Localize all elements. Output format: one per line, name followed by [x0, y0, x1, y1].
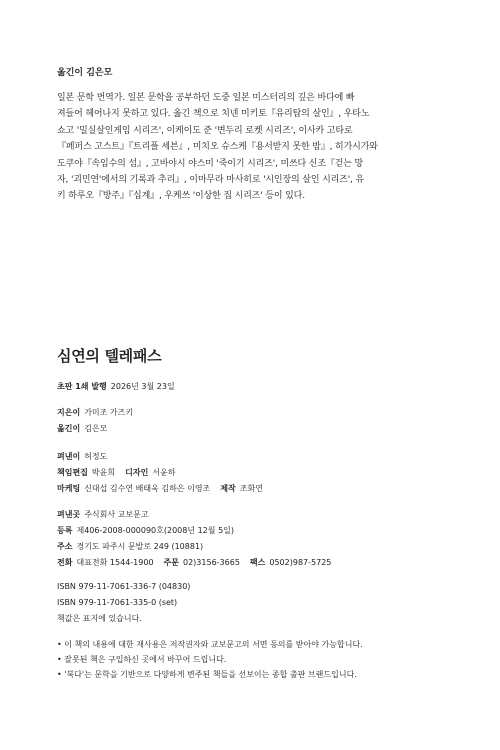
colophon	[57, 346, 457, 682]
author-label: 지은이	[57, 408, 81, 417]
translator-row	[57, 421, 457, 437]
note-item: • '북다'는 문학을 기반으로 다양하게 변주된 책들을 선보이는 종합 출판 브랜드입니다.	[57, 670, 357, 679]
isbn-set: ISBN 979-11-7061-335-0 (set)	[57, 598, 178, 607]
order-value: 02)3156-3665	[183, 558, 240, 567]
bio-line: 일본 문학 번역가. 일본 문학을 공부하던 도중 일본 미스터리의 깊은 바다에 빠	[57, 93, 355, 103]
bio-line: 져들어 헤어나지 못하고 있다. 옮긴 책으로 치넨 미키토『유리탑의 살인』, 우타노	[57, 109, 370, 120]
company-label: 펴낸곳	[57, 510, 81, 519]
bio-line: 쇼고 '밀실살인게임 시리즈', 이케이도 준 '변두리 로켓 시리즈', 이사카 고타로	[57, 125, 353, 136]
address-row	[57, 539, 457, 555]
book-title: 심연의 텔레패스	[57, 347, 162, 365]
author-name: 가미조 가즈키	[84, 408, 134, 417]
edition-info	[57, 379, 457, 395]
contact-row	[57, 555, 457, 571]
bio-line: 키 하루오『방주』『십계』, 우케쓰 '이상한 집 시리즈' 등이 있다.	[57, 191, 305, 202]
author-row	[57, 405, 457, 421]
company-name: 주식회사 교보문고	[84, 510, 149, 519]
isbn-block	[57, 579, 457, 627]
designer-name: 서윤하	[152, 468, 176, 477]
phone-label: 전화	[57, 558, 73, 567]
bio-line: 도쿠야『속임수의 섬』, 고바야시 야스미 '죽이기 시리즈', 미쓰다 신조『걷는 망	[57, 158, 364, 169]
staff-block	[57, 449, 457, 497]
publisher-person-name: 허정도	[84, 452, 108, 461]
translator-heading: 옮긴이 김은모	[57, 68, 113, 78]
edition-date: 2026년 3월 23일	[110, 382, 175, 391]
publisher-block	[57, 507, 457, 571]
registration-label: 등록	[57, 526, 73, 535]
translator-section	[57, 67, 452, 205]
marketing-row	[57, 481, 457, 497]
order-label: 주문	[163, 558, 179, 567]
editor-row	[57, 465, 457, 481]
marketing-names: 신대섭 김수연 배태욱 김하은 이영조	[84, 484, 211, 493]
note-item: • 잘못된 책은 구입하신 곳에서 바꾸어 드립니다.	[57, 655, 227, 664]
address-label: 주소	[57, 542, 73, 551]
bio-line: 자, '괴민연'에서의 기록과 추리』, 이마무라 마사히로 '시인장의 살인 시리즈', 유	[57, 175, 364, 186]
marketing-label: 마케팅	[57, 484, 81, 493]
editor-name: 박윤희	[91, 468, 116, 477]
editor-label: 책임편집	[57, 468, 88, 477]
publisher-person-label: 펴낸이	[57, 452, 81, 461]
company-row	[57, 507, 457, 523]
fax-label: 팩스	[249, 558, 266, 567]
translator-label: 옮긴이	[57, 424, 81, 433]
credits-block	[57, 405, 457, 437]
address-value: 경기도 파주시 문발로 249 (10881)	[76, 542, 204, 551]
production-label: 제작	[220, 484, 236, 493]
registration-value: 제406-2008-000090호(2008년 12월 5일)	[76, 526, 235, 535]
notes-block	[57, 637, 457, 682]
bio-line: 『페퍼스 고스트』『트리플 세븐』, 미치오 슈스케『용서받지 못한 밤』, 히가시가와	[57, 142, 378, 153]
edition-label: 초판 1쇄 발행	[57, 382, 107, 391]
designer-label: 디자인	[125, 468, 149, 477]
translator-bio	[57, 90, 452, 205]
production-name: 조화연	[239, 484, 263, 493]
phone-value: 대표전화 1544-1900	[76, 558, 154, 567]
publisher-person-row	[57, 449, 457, 465]
isbn-single: ISBN 979-11-7061-336-7 (04830)	[57, 582, 191, 591]
note-item: • 이 책의 내용에 대한 재사용은 저작권자와 교보문고의 서면 동의를 받아야 가능합니다.	[57, 640, 363, 649]
price-note: 책값은 표지에 있습니다.	[57, 614, 142, 623]
registration-row	[57, 523, 457, 539]
fax-value: 0502)987-5725	[269, 558, 332, 567]
translator-name: 김은모	[84, 424, 108, 433]
